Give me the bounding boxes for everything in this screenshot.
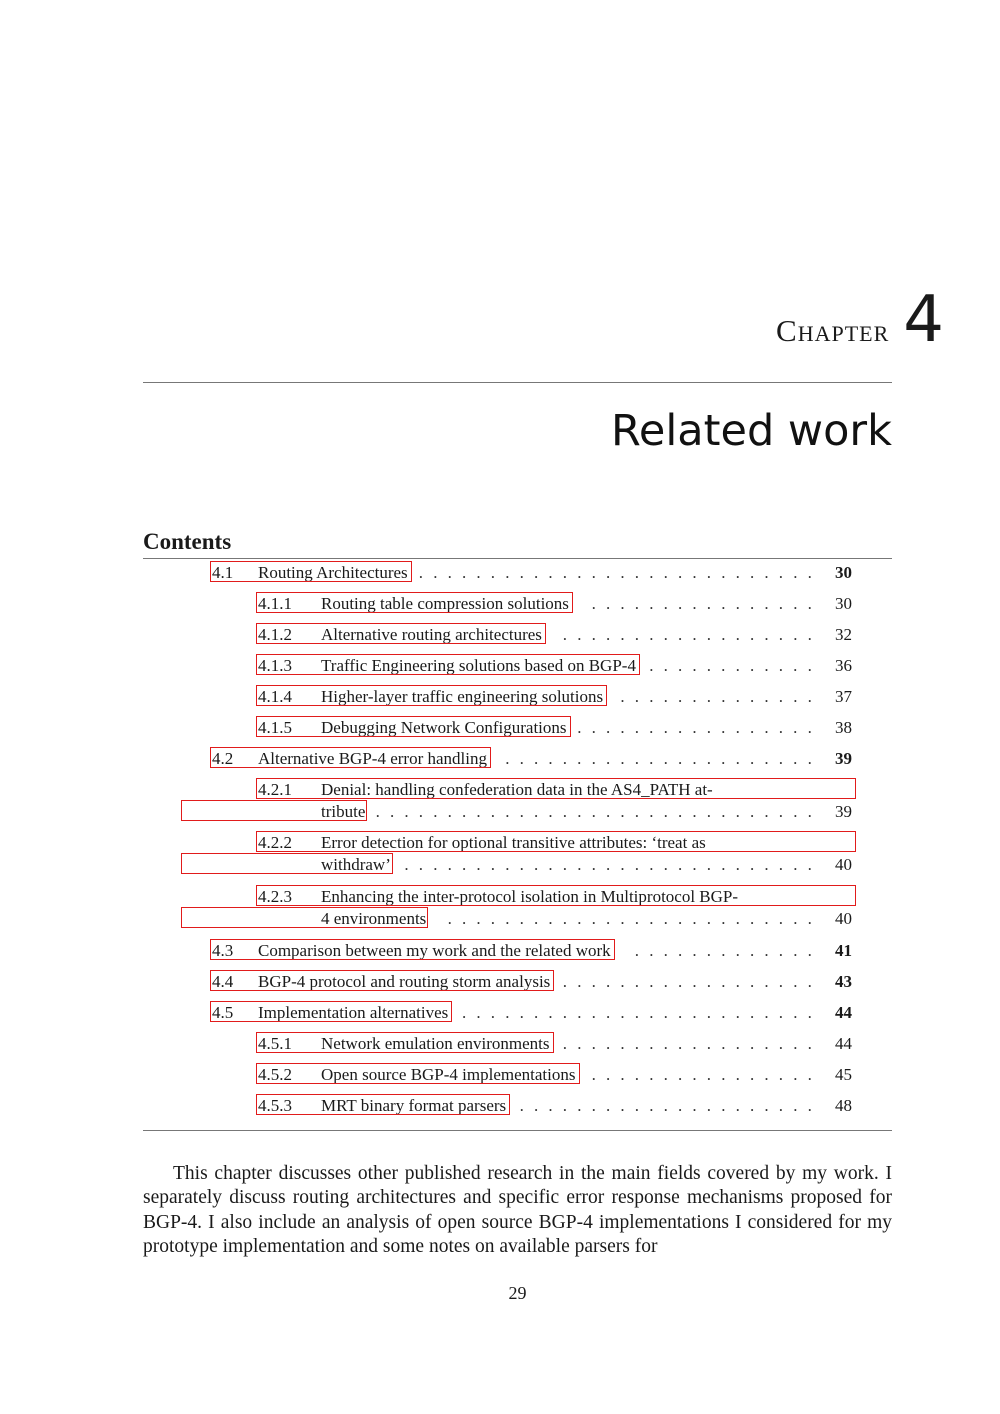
toc-entry-page[interactable]: 40: [835, 909, 852, 928]
contents-heading: Contents: [143, 529, 232, 554]
toc-entry-number[interactable]: 4.5: [212, 1003, 234, 1022]
toc-entry-number[interactable]: 4.1.4: [258, 687, 292, 706]
toc-entry-page[interactable]: 39: [835, 749, 852, 768]
body-paragraph: This chapter discusses other published research in the main fields covered by my work. I separately discuss routing architectures and specific error response mechanisms proposed for BGP-4. I also include an analysis of open source BGP-4 implementations I considered for my prototype implementation and some notes on available parsers for: [143, 1163, 892, 1257]
toc-leader-dots: ..................: [562, 625, 822, 644]
toc-entry-page[interactable]: 44: [835, 1034, 852, 1053]
toc-entry-page[interactable]: 32: [835, 625, 852, 644]
toc-entry[interactable]: [0, 1064, 1000, 1086]
toc-entry-page[interactable]: 45: [835, 1065, 852, 1084]
toc-entry[interactable]: [0, 1033, 1000, 1055]
toc-leader-dots: ............: [649, 656, 822, 675]
toc-entry[interactable]: [0, 940, 1000, 962]
toc-entry-number[interactable]: 4.1.3: [258, 656, 292, 675]
toc-entry[interactable]: [0, 593, 1000, 615]
toc-entry[interactable]: [0, 1095, 1000, 1117]
toc-entry-title[interactable]: Error detection for optional transitive attributes: ‘treat as: [321, 833, 706, 852]
toc-entry-number[interactable]: 4.5.3: [258, 1096, 292, 1115]
toc-entry[interactable]: [0, 1002, 1000, 1024]
toc-entry-page[interactable]: 39: [835, 802, 852, 821]
contents-bottom-rule: [143, 1130, 892, 1131]
toc-entry-number[interactable]: 4.1.5: [258, 718, 292, 737]
toc-entry-title[interactable]: MRT binary format parsers: [321, 1096, 507, 1115]
page-number: 29: [508, 1283, 527, 1303]
toc-entry-title[interactable]: Higher-layer traffic engineering solutions: [321, 687, 604, 706]
toc-entry-title[interactable]: Debugging Network Configurations: [321, 718, 567, 737]
toc-leader-dots: ..................: [562, 972, 822, 991]
toc-leader-dots: ......................: [505, 749, 822, 768]
toc-entry-page[interactable]: 40: [835, 855, 852, 874]
toc-entry-number[interactable]: 4.5.1: [258, 1034, 292, 1053]
toc-entry-page[interactable]: 43: [835, 972, 852, 991]
toc-entry[interactable]: [0, 886, 1000, 930]
toc-leader-dots: ............................: [418, 563, 822, 582]
toc-entry-title-continuation[interactable]: tribute: [321, 802, 366, 821]
toc-entry-number[interactable]: 4.1.1: [258, 594, 292, 613]
toc-entry-page[interactable]: 37: [835, 687, 852, 706]
toc-entry-page[interactable]: 38: [835, 718, 852, 737]
toc-entry[interactable]: [0, 748, 1000, 770]
toc-entry-number[interactable]: 4.2: [212, 749, 234, 768]
toc-entry-title[interactable]: Comparison between my work and the related work: [258, 941, 611, 960]
toc-leader-dots: .........................: [462, 1003, 822, 1022]
toc-entry-page[interactable]: 30: [835, 594, 852, 613]
toc-entry-title[interactable]: Traffic Engineering solutions based on BGP-4: [321, 656, 636, 675]
toc-entry[interactable]: [0, 717, 1000, 739]
toc-entry-number[interactable]: 4.3: [212, 941, 234, 960]
toc-entry-number[interactable]: 4.1.2: [258, 625, 292, 644]
toc-entry[interactable]: [0, 562, 1000, 584]
toc-entry-title[interactable]: Alternative BGP-4 error handling: [258, 749, 487, 768]
chapter-title: Related work: [610, 406, 892, 456]
toc-leader-dots: .................: [577, 718, 822, 737]
toc-entry-number[interactable]: 4.5.2: [258, 1065, 292, 1084]
chapter-number: 4: [903, 283, 944, 357]
toc-entry[interactable]: [0, 655, 1000, 677]
toc-entry-page[interactable]: 30: [835, 563, 852, 582]
toc-entry-page[interactable]: 41: [835, 941, 852, 960]
toc-entry-number[interactable]: 4.2.1: [258, 780, 292, 799]
toc-leader-dots: .............................: [404, 855, 822, 874]
toc-entry[interactable]: [0, 971, 1000, 993]
toc-entry-title[interactable]: Implementation alternatives: [258, 1003, 449, 1022]
toc-entry-title-continuation[interactable]: 4 environments: [321, 909, 427, 928]
toc-entry-title[interactable]: Enhancing the inter-protocol isolation in Multiprotocol BGP-: [321, 887, 739, 906]
toc-entry-title[interactable]: Denial: handling confederation data in the AS4_PATH at-: [321, 780, 713, 799]
toc-entry-page[interactable]: 36: [835, 656, 852, 675]
toc-entry-title-continuation[interactable]: withdraw’: [321, 855, 391, 874]
toc-entry[interactable]: [0, 686, 1000, 708]
toc-leader-dots: ..........................: [447, 909, 822, 928]
toc-leader-dots: ................: [591, 594, 822, 613]
chapter-label: Chapter: [776, 313, 890, 348]
toc-entry-title[interactable]: Routing Architectures: [258, 563, 408, 582]
toc-entry-title[interactable]: BGP-4 protocol and routing storm analysis: [258, 972, 551, 991]
toc-leader-dots: .....................: [519, 1096, 822, 1115]
toc-leader-dots: .............: [634, 941, 822, 960]
toc-entry-number[interactable]: 4.1: [212, 563, 234, 582]
toc-leader-dots: ...............................: [375, 802, 822, 821]
toc-entry-page[interactable]: 44: [835, 1003, 852, 1022]
toc-leader-dots: ..................: [562, 1034, 822, 1053]
toc-leader-dots: ..............: [620, 687, 822, 706]
toc-entry-number[interactable]: 4.2.2: [258, 833, 292, 852]
toc-leader-dots: ................: [591, 1065, 822, 1084]
toc-entry-page[interactable]: 48: [835, 1096, 852, 1115]
toc-entry[interactable]: [0, 779, 1000, 823]
toc-entry[interactable]: [0, 624, 1000, 646]
toc-entry[interactable]: [0, 832, 1000, 876]
toc-entry-number[interactable]: 4.4: [212, 972, 234, 991]
toc-entry-title[interactable]: Routing table compression solutions: [321, 594, 569, 613]
toc-entry-title[interactable]: Alternative routing architectures: [321, 625, 542, 644]
toc-entry-title[interactable]: Open source BGP-4 implementations: [321, 1065, 576, 1084]
toc-entry-title[interactable]: Network emulation environments: [321, 1034, 550, 1053]
toc-entry-number[interactable]: 4.2.3: [258, 887, 292, 906]
